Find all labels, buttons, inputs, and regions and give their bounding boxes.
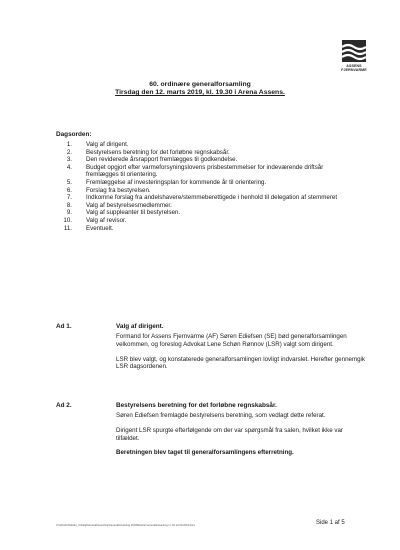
agenda-item [56,164,356,179]
logo-line-2: FJERNVARME [341,68,367,73]
footer-file-path: X:\AF\Adm\Møder_Udvalg\Generalforsamling\Generalforsamling 2019\Referat Generalforsamling nr. 60 12-03-2019.docx [56,524,196,527]
agenda-item-number: 7. [66,194,72,202]
agenda-item-number: 10. [63,216,72,224]
wave-logo-icon [334,38,374,64]
agenda-item [56,202,356,210]
agenda-item-number: 5. [66,178,72,186]
section-title: Bestyrelsens beretning for det forløbne regnskabsår. [116,402,277,409]
agenda-heading: Dagsorden: [56,131,92,138]
agenda-item [56,156,356,164]
agenda-item-number: 6. [66,186,72,194]
logo-wordmark [334,64,374,72]
agenda-item-text: Valg af bestyrelsesmedlemmer. [86,201,172,209]
section-label-ad2: Ad 2. [56,402,72,409]
section-label-ad1: Ad 1. [56,323,72,330]
agenda-item-text: Valg af suppleanter til bestyrelsen. [86,209,181,217]
agenda-item [56,149,356,157]
agenda-item [56,194,356,202]
agenda-item-text: Eventuelt. [86,224,114,232]
agenda-item-text: Forslag fra bestyrelsen. [86,186,151,194]
agenda-item [56,179,356,187]
meeting-date: Tirsdag den 12. marts 2019, kl. 19.30 i Arena Assens. [115,89,285,96]
page-number: Side 1 af 5 [316,520,345,526]
agenda-item-number: 2. [66,148,72,156]
section-paragraph: LSR blev valgt, og konstaterede generalforsamlingen lovligt indvarslet. Herefter gennemgik LSR dagsordenen. [116,355,366,371]
agenda-item-number: 8. [66,201,72,209]
section-paragraph: Dirigent LSR spurgte efterfølgende om der var spørgsmål fra salen, hvilket ikke var tilfældet. [116,426,343,442]
agenda-list [56,141,356,232]
agenda-item-number: 11. [63,224,72,232]
agenda-item-text: Fremlæggelse af investeringsplan for kommende år til orientering. [86,178,267,186]
section-title: Valg af dirigent. [116,323,164,330]
agenda-item-text: Bestyrelsens beretning for det forløbne regnskabsår. [86,148,230,156]
meeting-title: 60. ordinære generalforsamling [149,81,251,88]
section-ad2 [116,402,366,457]
agenda-item [56,141,356,149]
agenda-item-number: 3. [66,156,72,164]
agenda-item-text: Valg af dirigent. [86,141,129,148]
section-conclusion: Beretningen blev taget til generalforsamlingens efterretning. [116,449,294,457]
section-paragraph: Formand for Assens Fjernvarme (AF) Søren Ediefsen (SE) bød generalforsamlingen velkommen, og foreslog Advokat Lene Schøn Rønnov (LSR) valgt som dirigent. [116,333,347,348]
agenda-item-text: Budget opgjort efter varmeforsyningslovens prisbestemmelser for indeværende driftsår fremlægges til orientering. [86,163,324,179]
agenda-item [56,187,356,195]
agenda-item-number: 1. [66,141,72,148]
agenda-item-text: Den reviderede årsrapport fremlægges til godkendelse. [86,156,238,164]
agenda-item-text: Valg af revisor. [86,216,127,224]
section-paragraph: Søren Ediefsen fremlagde bestyrelsens beretning, som vedlagt dette referat. [116,412,326,419]
section-ad1 [116,323,366,371]
agenda-item [56,209,356,217]
agenda-item [56,217,356,225]
agenda-item-number: 9. [66,209,72,217]
agenda-item-number: 4. [66,163,72,171]
agenda-item [56,225,356,233]
agenda-item-text: Indkomne forslag fra andelshavere/stemmeberettigede i henhold til delegation af stemmeret [86,194,338,202]
logo-line-1: ASSENS [346,64,362,68]
